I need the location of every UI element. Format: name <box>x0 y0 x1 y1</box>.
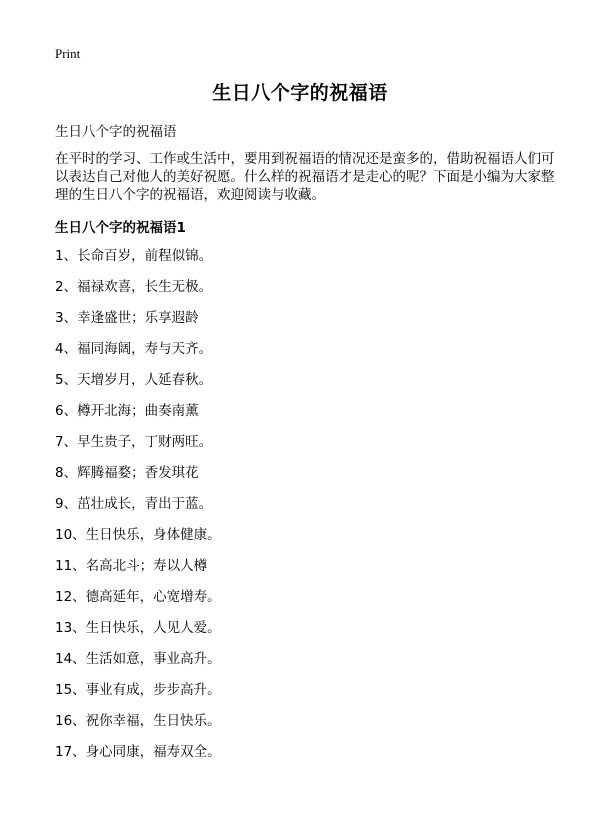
section-heading: 生日八个字的祝福语1 <box>55 220 186 236</box>
subtitle: 生日八个字的祝福语 <box>55 124 177 140</box>
list-item: 2、福禄欢喜，长生无极。 <box>55 279 213 295</box>
blessing-list <box>55 247 221 774</box>
list-item: 11、名高北斗；寿以人樽 <box>55 558 208 574</box>
list-item: 8、辉腾福婺；香发琪花 <box>55 465 199 481</box>
list-item: 7、早生贵子，丁财两旺。 <box>55 434 213 450</box>
list-item: 15、事业有成，步步高升。 <box>55 682 221 698</box>
list-item: 16、祝你幸福，生日快乐。 <box>55 713 221 729</box>
list-item: 14、生活如意，事业高升。 <box>55 651 221 667</box>
list-item: 9、茁壮成长，青出于蓝。 <box>55 496 213 512</box>
list-item: 12、德高延年，心宽增寿。 <box>55 589 221 605</box>
intro-paragraph: 在平时的学习、工作或生活中，要用到祝福语的情况还是蛮多的，借助祝福语人们可以表达自己对他人的美好祝愿。什么样的祝福语才是走心的呢？下面是小编为大家整理的生日八个字的祝福语，欢迎阅读与收藏。 <box>55 151 555 203</box>
list-item: 6、樽开北海；曲奏南薰 <box>55 403 199 419</box>
list-item: 1、长命百岁，前程似锦。 <box>55 248 213 264</box>
page-title: 生日八个字的祝福语 <box>212 82 388 104</box>
list-item: 17、身心同康，福寿双全。 <box>55 744 221 760</box>
print-link[interactable]: Print <box>55 46 81 61</box>
list-item: 3、幸逢盛世；乐享遐龄 <box>55 310 199 326</box>
list-item: 13、生日快乐，人见人爱。 <box>55 620 221 636</box>
list-item: 10、生日快乐，身体健康。 <box>55 527 221 543</box>
list-item: 4、福同海阔，寿与天齐。 <box>55 341 213 357</box>
list-item: 5、天增岁月，人延春秋。 <box>55 372 213 388</box>
